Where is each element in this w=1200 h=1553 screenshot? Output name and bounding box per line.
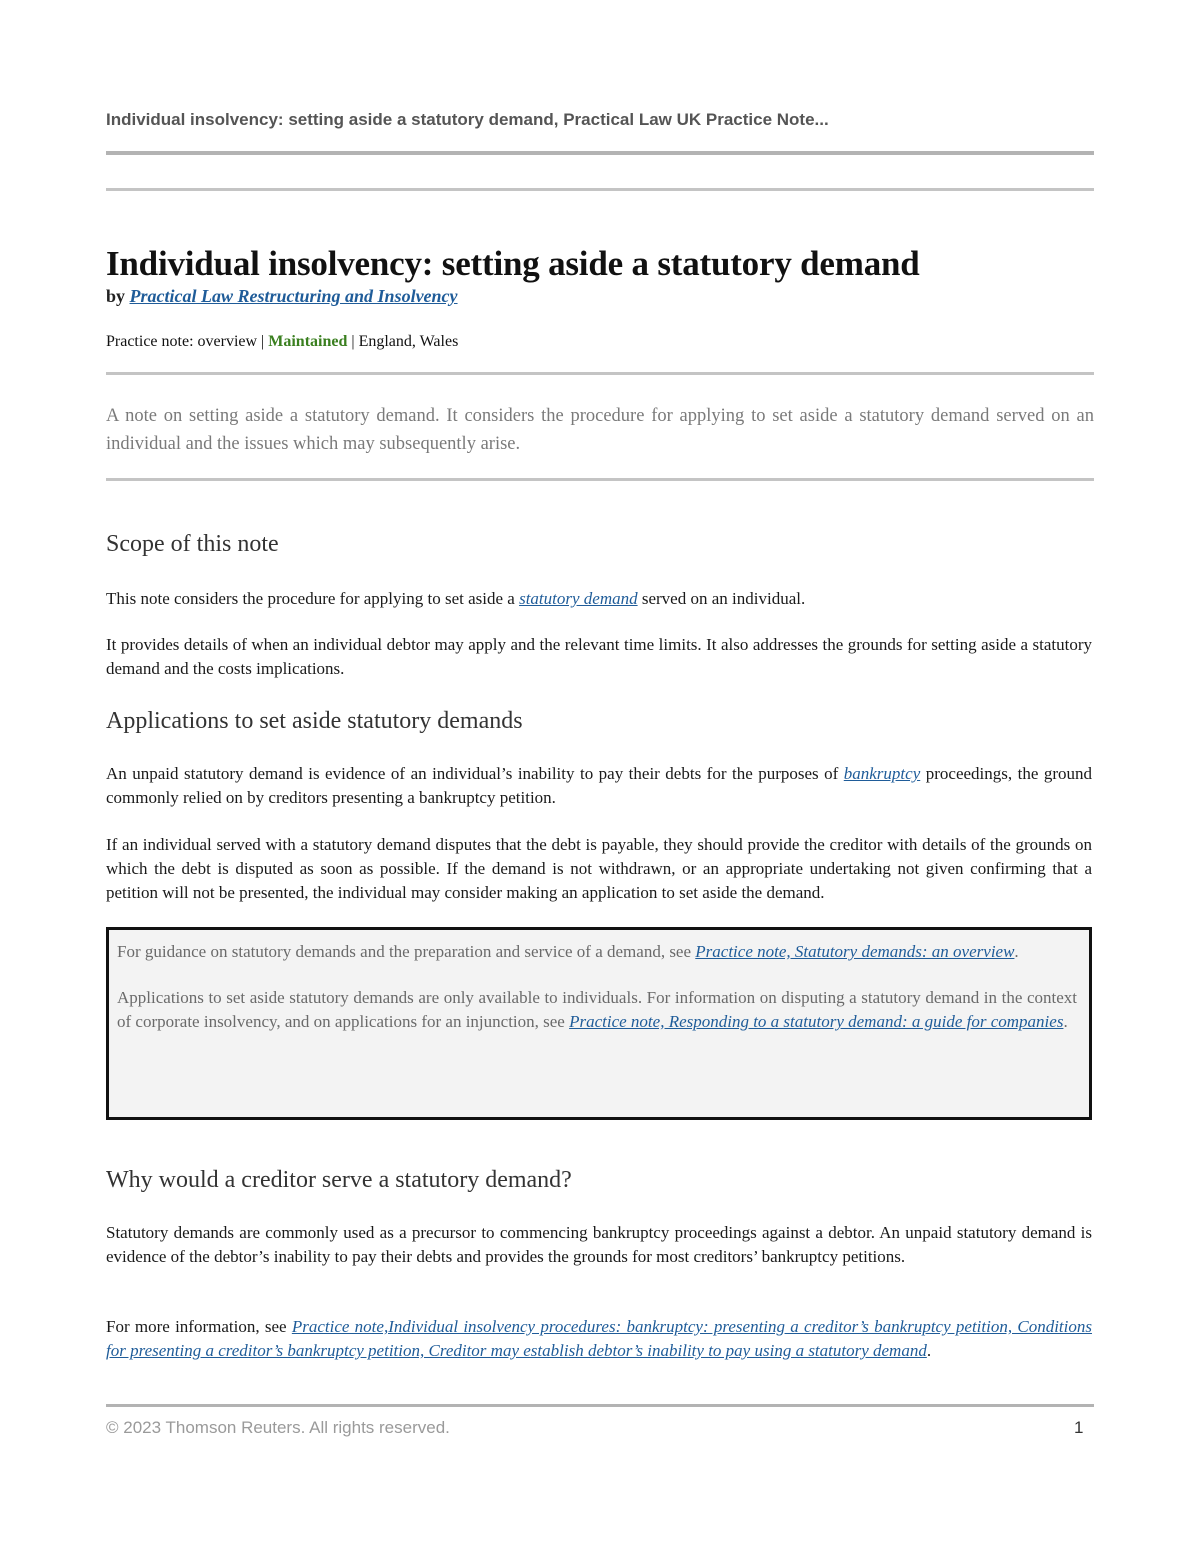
applications-paragraph-1 [106,762,1092,810]
text: An unpaid statutory demand is evidence of an individual’s inability to pay their debts for the purposes of [106,764,839,783]
author-link[interactable]: Practical Law Restructuring and Insolvency [129,286,458,306]
abstract: A note on setting aside a statutory demand. It considers the procedure for applying to set aside a statutory demand served on an individual and the issues which may subsequently arise. [106,406,1094,454]
section-heading-scope: Scope of this note [106,531,279,557]
text: Applications to set aside statutory demands are only available to individuals. For information on disputing a statutory demand in the context of corporate insolvency, and on applications for an injunction, see [117,988,1077,1031]
scope-paragraph-1 [106,587,1092,611]
jurisdiction: | England, Wales [351,333,459,350]
text: . [926,1341,932,1360]
guidance-box [106,927,1092,1120]
footer-divider [106,1404,1094,1407]
why-paragraph-1: Statutory demands are commonly used as a precursor to commencing bankruptcy proceedings against a debtor. An unpaid statutory demand is evidence of the debtor’s inability to pay their debts and provides the grounds for most creditors’ bankruptcy petitions. [106,1223,1092,1266]
divider [106,478,1094,481]
scope-paragraph-2: It provides details of when an individual debtor may apply and the relevant time limits. It also addresses the grounds for setting aside a statutory demand and the costs implications. [106,635,1092,678]
text: This note considers the procedure for applying to set aside a [106,589,515,608]
applications-paragraph-2: If an individual served with a statutory demand disputes that the debt is payable, they should provide the creditor with details of the grounds on which the debt is disputed as soon as possible. If the demand is not withdrawn, or an appropriate undertaking not given confirming that a petition will not be presented, the individual may consider making an application to set aside the demand. [106,835,1092,902]
box-paragraph-2 [117,986,1077,1034]
header-divider [106,151,1094,155]
responding-to-statutory-demand-link[interactable]: Practice note, Responding to a statutory demand: a guide for companies [569,1012,1064,1031]
page-title: Individual insolvency: setting aside a statutory demand [106,244,920,283]
text: . [1063,1012,1068,1031]
byline-prefix: by [106,286,126,306]
box-paragraph-1 [117,940,1077,964]
section-heading-applications: Applications to set aside statutory demands [106,708,523,734]
byline [106,286,458,307]
text: . [1014,942,1019,961]
text: served on an individual. [641,589,806,608]
document-meta [106,333,458,351]
text: For guidance on statutory demands and the preparation and service of a demand, see [117,942,692,961]
page-number: 1 [1074,1418,1084,1437]
running-header: Individual insolvency: setting aside a statutory demand, Practical Law UK Practice Note... [106,110,829,129]
creditors-bankruptcy-petition-link[interactable]: Practice note,Individual insolvency procedures: bankruptcy: presenting a creditor’s bankruptcy petition, Conditions for presenting a creditor’s bankruptcy petition, Creditor may establish debtor’s inability to pay using a statutory demand [106,1317,1092,1360]
divider [106,372,1094,375]
text: proceedings, the ground commonly relied on by creditors presenting a bankruptcy petition. [106,764,1092,807]
status-badge: Maintained [268,333,348,350]
statutory-demand-link[interactable]: statutory demand [519,589,638,608]
copyright: © 2023 Thomson Reuters. All rights reserved. [106,1418,450,1437]
why-paragraph-2 [106,1315,1092,1363]
section-heading-why: Why would a creditor serve a statutory demand? [106,1167,572,1193]
text: For more information, see [106,1317,287,1336]
divider [106,188,1094,191]
document-type: Practice note: overview | [106,333,265,350]
bankruptcy-link[interactable]: bankruptcy [843,764,921,783]
statutory-demands-overview-link[interactable]: Practice note, Statutory demands: an overview [695,942,1015,961]
